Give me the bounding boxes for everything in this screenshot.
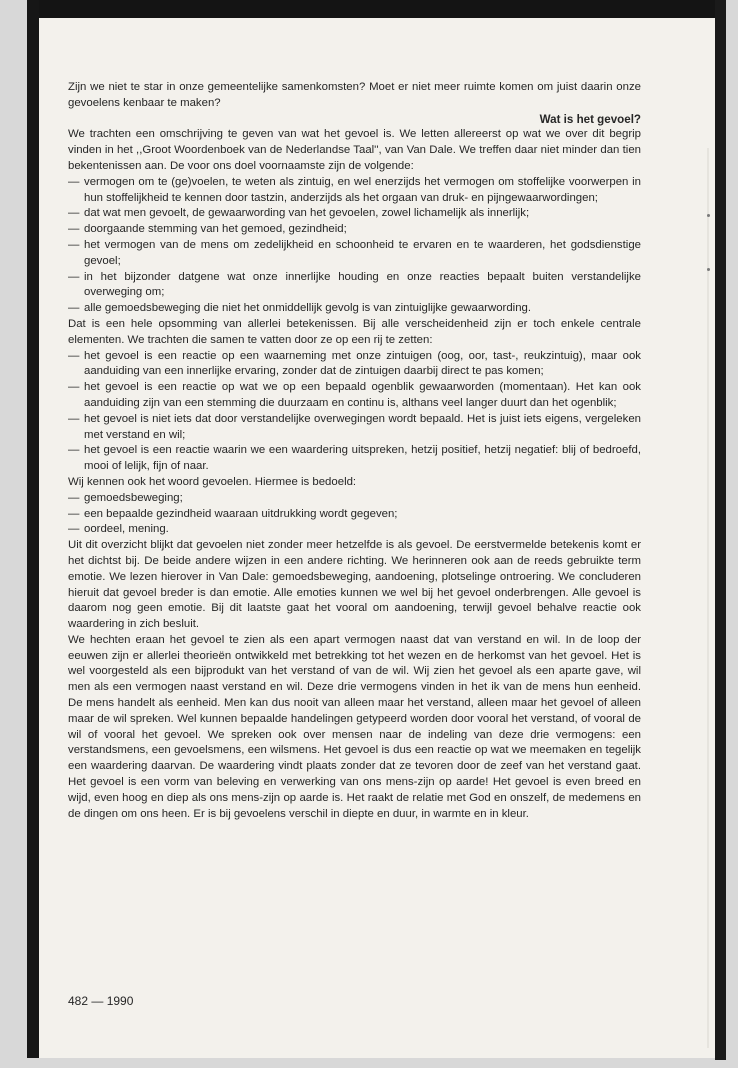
list-item: — in het bijzonder datgene wat onze innerlijke houding en onze reacties bepaalt buiten verstandelijke overweging om; — [68, 270, 641, 302]
margin-dot — [707, 268, 710, 271]
margin-dot — [707, 214, 710, 217]
list-item: — doorgaande stemming van het gemoed, gezindheid; — [68, 222, 641, 238]
article-body — [68, 80, 641, 822]
list-item: — alle gemoedsbeweging die niet het onmiddellijk gevolg is van zintuiglijke gewaarwording. — [68, 301, 641, 317]
section-heading: Wat is het gevoel? — [539, 112, 641, 126]
list-item: — gemoedsbeweging; — [68, 491, 641, 507]
gevoelen-paragraph: Wij kennen ook het woord gevoelen. Hiermee is bedoeld: — [68, 475, 357, 488]
list-item: — het gevoel is niet iets dat door verstandelijke overwegingen wordt bepaald. Het is juist iets eigens, vergeleken met verstand en wil; — [68, 412, 641, 444]
faculties-paragraph: We hechten eraan het gevoel te zien als een apart vermogen naast dat van verstand en wil. In de loop der eeuwen zijn er allerlei theorieën ontwikkeld met betrekking tot het wezen en de herkomst van het gevoel. Het is wel voorgesteld als een bijprodukt van het verstand of van de wil. Wij zien het gevoel als een aparte gave, wil men als een vermogen naast verstand en wil. Deze drie vermogens vinden in het ik van de mens hun eenheid. De mens handelt als eenheid. Men kan dus nooit van alleen maar het verstand, alleen maar het gevoel of alleen maar de wil spreken. Wel kunnen bepaalde handelingen getypeerd worden door vooral het verstand, of vooral de wil of vooral het gevoel. We spreken ook over mensen naar de indeling van deze drie vermogens: een verstandsmens, een gevoelsmens, een wilsmens. Het gevoel is dus een reactie op wat we meemaken en tegelijk een waardering daarvan. De waardering vindt plaats zonder dat ze tevoren door de zeef van het verstand gaat. Het gevoel is een vorm van beleving en verwerking van ons mens-zijn op aarde! Het gevoel is even breed en wijd, even hoog en diep als ons mens-zijn op aarde is. Het raakt de relatie met God en onszelf, de medemens en de dingen om ons heen. Er is bij gevoelens verschil in diepte en duur, in warmte en in kleur. — [68, 633, 641, 820]
scan-border-top — [27, 0, 726, 20]
list-item: — het gevoel is een reactie waarin we een waardering uitspreken, hetzij positief, hetzij negatief: blij of bedroefd, mooi of lelijk, fijn of naar. — [68, 443, 641, 475]
definition-intro: We trachten een omschrijving te geven van wat het gevoel is. We letten allereerst op wat we over dit begrip vinden in het ,,Groot Woordenboek van de Nederlandse Taal'', van Van Dale. We treffen daar niet minder dan tien bekentenissen aan. De voor ons doel voornaamste zijn de volgende: — [68, 128, 641, 172]
list-item: — het gevoel is een reactie op wat we op een bepaald ogenblik gewaarworden (momentaan). Het kan ook aanduiding zijn van een stemming die duurzaam en continu is, althans veel langer duurt dan het ogenblik; — [68, 380, 641, 412]
show-through-shadow — [707, 148, 709, 1048]
gevoelen-list — [68, 491, 641, 538]
list-item: — vermogen om te (ge)voelen, te weten als zintuig, en wel enerzijds het vermogen om stoffelijke voorwerpen in hun stoffelijkheid te kennen door tastzin, anderzijds als het orgaan van druk- en pijngewaarwordingen; — [68, 175, 641, 207]
list-item: — het vermogen van de mens om zedelijkheid en schoonheid te ervaren en te waarderen, het godsdienstige gevoel; — [68, 238, 641, 270]
overview-paragraph: Uit dit overzicht blijkt dat gevoelen niet zonder meer hetzelfde is als gevoel. De eerstvermelde betekenis komt er het dichtst bij. De beide andere wijzen in een andere richting. We herinneren ook aan de reeds gebruikte term emotie. We lezen hierover in Van Dale: gemoedsbeweging, aandoening, plotselinge ontroering. We concluderen hieruit dat gevoel breder is dan emotie. Alle emoties kunnen we wel bij het gevoel onderbrengen. Alle gevoel is daarom nog geen emotie. Bij dit laatste gaat het vooral om aandoening, terwijl gevoel behalve reactie ook waardering in zich besluit. — [68, 539, 641, 631]
list-item: — dat wat men gevoelt, de gewaarwording van het gevoelen, zowel lichamelijk als innerlijk; — [68, 206, 641, 222]
summary-intro-paragraph: Dat is een hele opsomming van allerlei betekenissen. Bij alle verscheidenheid zijn er toch enkele centrale elementen. We trachten die samen te vatten door ze op een rij te zetten: — [68, 317, 641, 346]
page-number: 482 — 1990 — [68, 994, 134, 1008]
intro-paragraph: Zijn we niet te star in onze gemeentelijke samenkomsten? Moet er niet meer ruimte komen om juist daarin onze gevoelens kenbaar te maken? — [68, 81, 641, 109]
list-item: — een bepaalde gezindheid waaraan uitdrukking wordt gegeven; — [68, 507, 641, 523]
scan-border-right — [715, 0, 726, 1060]
central-elements-list — [68, 349, 641, 475]
scan-border-left — [27, 0, 39, 1058]
list-item: — oordeel, mening. — [68, 522, 641, 538]
definition-list — [68, 175, 641, 317]
list-item: — het gevoel is een reactie op een waarneming met onze zintuigen (oog, oor, tast-, reukzintuig), maar ook aanduiding van een innerlijke ervaring, zonder dat de zintuigen daarbij direct te pas komen; — [68, 349, 641, 381]
